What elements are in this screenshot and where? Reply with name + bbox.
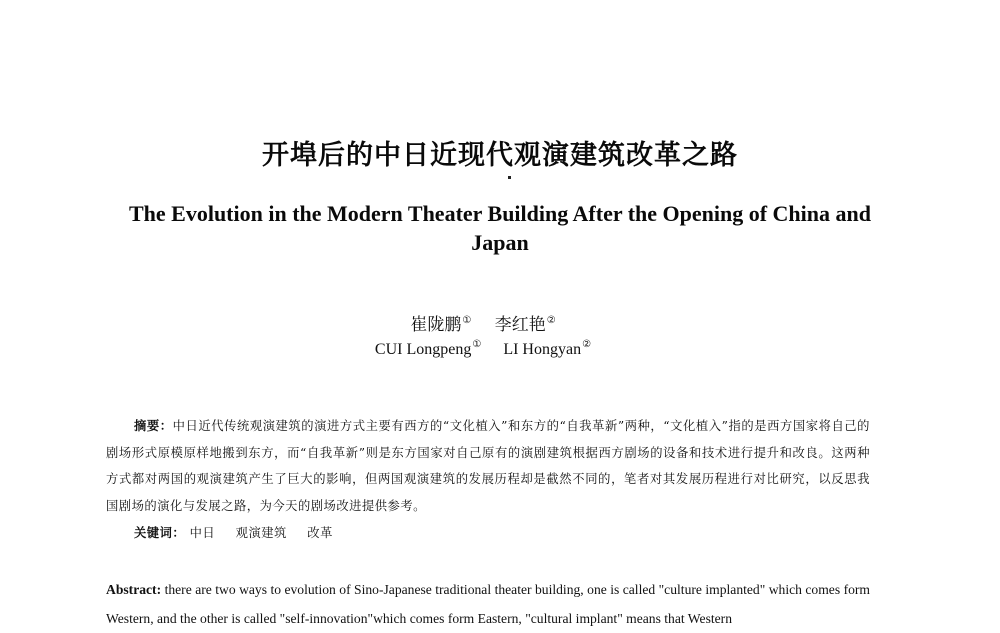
author-en-1 [375, 339, 481, 359]
affiliation-mark: ① [462, 315, 472, 326]
paper-title-english: The Evolution in the Modern Theater Building After the Opening of China and Japan [128, 201, 871, 255]
abstract-text: there are two ways to evolution of Sino-Japanese traditional theater building, one is called "culture implanted" which comes form Western, and the other is called "self-innovation"which comes form Eastern, "cultural implant" means that Western [106, 582, 870, 626]
author-name: CUI Longpeng [374, 341, 472, 358]
authors-english [0, 339, 966, 359]
keyword: 中日 [189, 526, 216, 540]
decorative-dot [508, 176, 511, 179]
author-name: 李红艳 [494, 315, 546, 335]
affiliation-mark: ② [546, 315, 556, 326]
author-cn-1 [410, 310, 471, 335]
abstract-chinese [106, 413, 870, 519]
affiliation-mark: ② [582, 339, 592, 350]
keywords-label: 关键词： [134, 525, 186, 540]
author-en-2 [503, 339, 591, 359]
author-name: 崔陇鹏 [410, 315, 462, 335]
abstract-label: 摘要： [134, 418, 173, 433]
abstract-label: Abstract: [106, 582, 162, 597]
keyword: 改革 [307, 526, 333, 540]
affiliation-mark: ① [472, 339, 482, 350]
authors-chinese [0, 310, 966, 335]
keyword: 观演建筑 [235, 526, 287, 540]
keywords-chinese [134, 523, 349, 541]
paper-title-chinese: 开埠后的中日近现代观演建筑改革之路 [262, 140, 738, 171]
abstract-english [106, 575, 870, 633]
author-cn-2 [495, 310, 556, 335]
author-name: LI Hongyan [503, 341, 582, 358]
abstract-text: 中日近代传统观演建筑的演进方式主要有西方的“文化植入”和东方的“自我革新”两种，“文化植入”指的是西方国家将自己的剧场形式原模原样地搬到东方，而“自我革新”则是东方国家对自己原有的演剧建筑根据西方剧场的设备和技术进行提升和改良。这两种方式都对两国的观演建筑产生了巨大的影响，但两国观演建筑的发展历程却是截然不同的，笔者对其发展历程进行对比研究，以反思我国剧场的演化与发展之路，为今天的剧场改进提供参考。 [106, 419, 870, 513]
